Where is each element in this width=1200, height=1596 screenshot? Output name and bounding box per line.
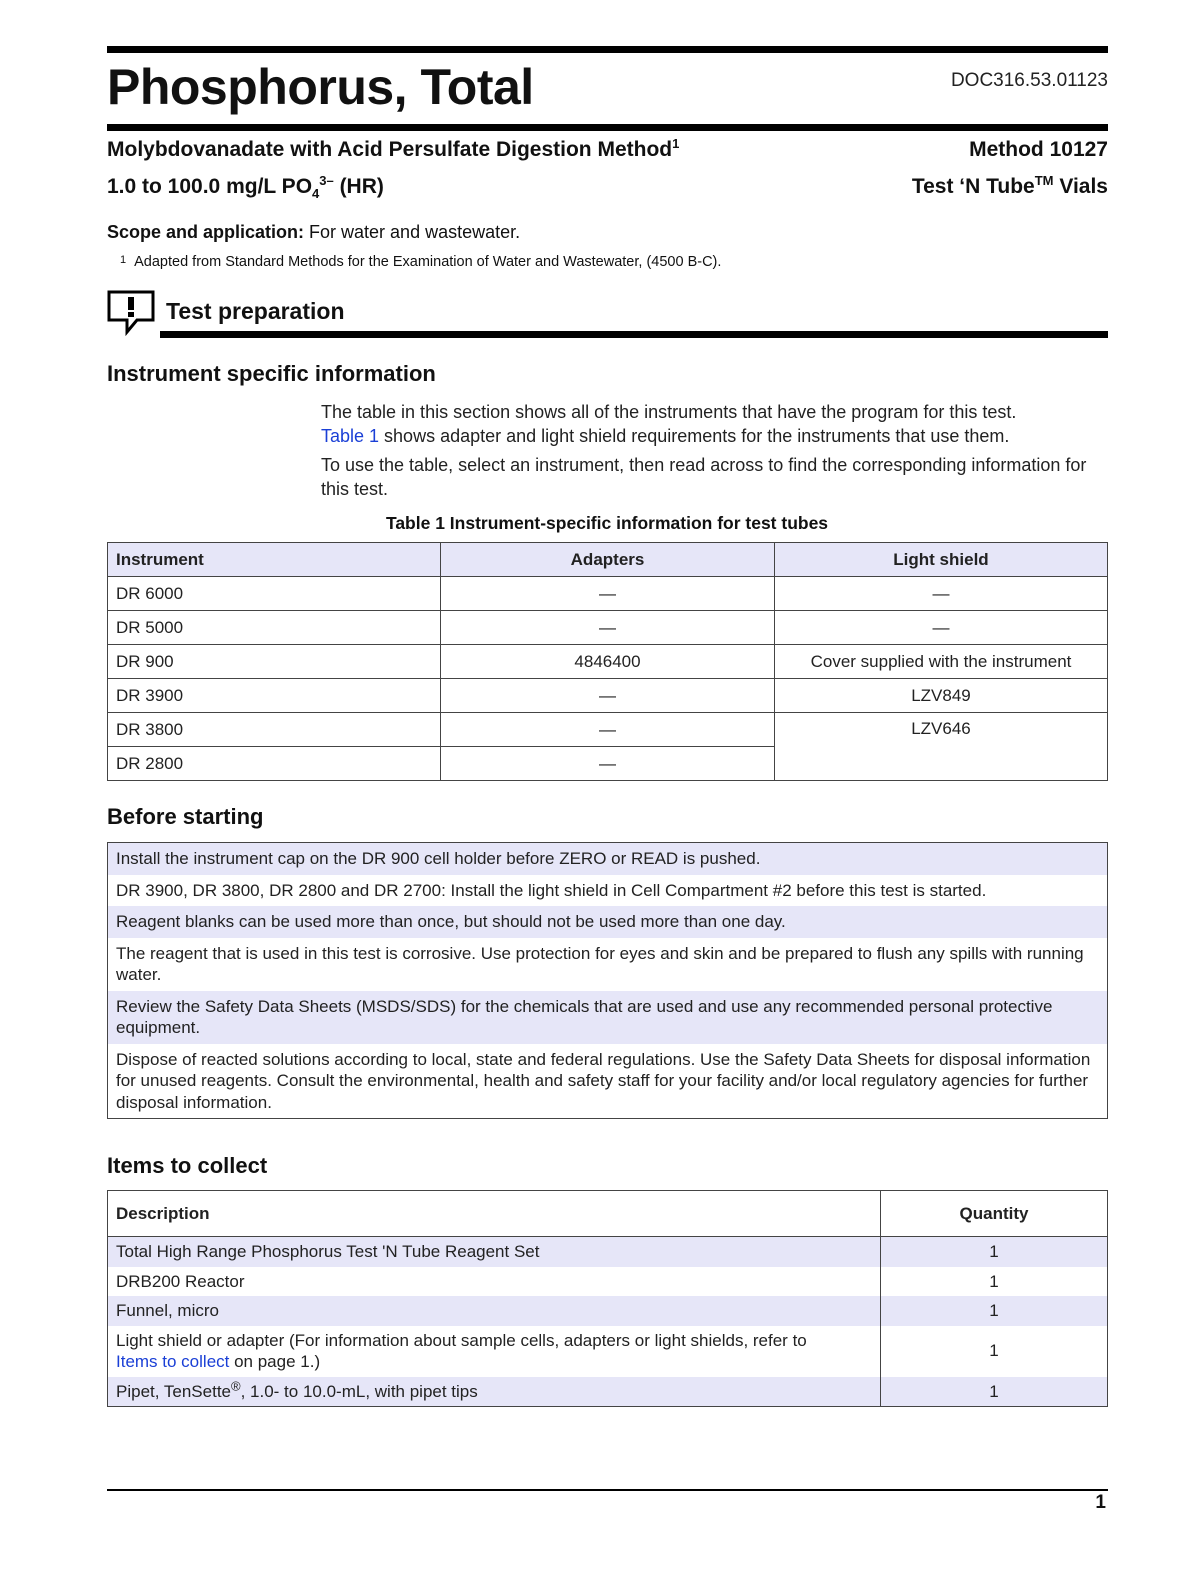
adapter-cell: —: [441, 713, 775, 747]
section-rule: [160, 331, 1108, 338]
item-description: Funnel, micro: [108, 1296, 881, 1326]
instrument-cell: DR 3800: [108, 713, 441, 747]
table-header-row: [108, 543, 1108, 577]
instrument-cell: DR 900: [108, 645, 441, 679]
table-caption: Table 1 Instrument-specific information for test tubes: [385, 513, 829, 533]
table-row: [108, 713, 1108, 747]
table-row: [108, 1237, 1108, 1267]
instrument-paragraph-2: To use the table, select an instrument, then read across to find the corresponding information for this test.: [321, 455, 1087, 499]
list-item: DR 3900, DR 3800, DR 2800 and DR 2700: Install the light shield in Cell Compartment #2 before this test is started.: [108, 875, 1108, 907]
instrument-cell: DR 2800: [108, 747, 441, 781]
item-quantity: 1: [881, 1267, 1108, 1297]
list-item: Review the Safety Data Sheets (MSDS/SDS) for the chemicals that are used and use any recommended personal protective equipment.: [108, 991, 1108, 1044]
heading-before-starting: Before starting: [107, 804, 264, 829]
column-header: Quantity: [881, 1191, 1108, 1237]
alert-note-icon: [107, 290, 155, 336]
item-quantity: 1: [881, 1377, 1108, 1407]
instrument-cell: DR 3900: [108, 679, 441, 713]
instrument-cell: DR 5000: [108, 611, 441, 645]
heading-items-to-collect: Items to collect: [107, 1153, 268, 1178]
table-row: [108, 645, 1108, 679]
table-header-row: [108, 1191, 1108, 1237]
table-row: [108, 611, 1108, 645]
item-description: Light shield or adapter (For information about sample cells, adapters or light shields, refer to Items to collect on page 1.): [108, 1326, 881, 1377]
table-row: [108, 1296, 1108, 1326]
column-header: Adapters: [441, 543, 775, 577]
scope-text: Scope and application: For water and wastewater.: [107, 222, 521, 242]
instrument-paragraph-1: The table in this section shows all of the instruments that have the program for this test. Table 1 shows adapter and light shield requirements for the instruments that use them.: [321, 402, 1017, 446]
vial-type: Test ‘N Tube™ Vials: [911, 173, 1108, 198]
heading-instrument-info: Instrument specific information: [107, 361, 436, 386]
range: 1.0 to 100.0 mg/L $PO_4^{3-}$ (HR): [107, 173, 384, 202]
table-row: [108, 1267, 1108, 1297]
list-item: Reagent blanks can be used more than once, but should not be used more than one day.: [108, 906, 1108, 938]
page-title: Phosphorus, Total: [107, 59, 534, 115]
page-number: 1: [1095, 1492, 1106, 1513]
adapter-cell: 4846400: [441, 645, 775, 679]
list-item: Dispose of reacted solutions according to local, state and federal regulations. Use the Safety Data Sheets for disposal information for unused reagents. Consult the environmental, health and safety staff for your facility and/or local regulatory agencies for further disposal information.: [108, 1044, 1108, 1119]
instrument-table: [107, 542, 1108, 781]
instrument-cell: DR 6000: [108, 577, 441, 611]
footnote-mark: 1: [672, 136, 680, 151]
table-row: [108, 1326, 1108, 1377]
column-header: Light shield: [775, 543, 1108, 577]
column-header: Description: [108, 1191, 881, 1237]
shield-cell: Cover supplied with the instrument: [775, 645, 1108, 679]
section-title-test-preparation: Test preparation: [166, 298, 345, 324]
footnote: $^1$ Adapted from Standard Methods for the Examination of Water and Wastewater, (4500 B-C).: [120, 254, 722, 270]
item-description: DRB200 Reactor: [108, 1267, 881, 1297]
adapter-cell: —: [441, 611, 775, 645]
doc-id: DOC316.53.01123: [950, 70, 1108, 91]
shield-cell: —: [775, 611, 1108, 645]
list-item: The reagent that is used in this test is corrosive. Use protection for eyes and skin and be prepared to flush any spills with running water.: [108, 938, 1108, 991]
footer-rule: [107, 1489, 1108, 1491]
item-description: Pipet, TenSette®, 1.0- to 10.0-mL, with pipet tips: [108, 1377, 881, 1407]
shield-cell: LZV646: [775, 713, 1108, 781]
table-row: [108, 1377, 1108, 1407]
table-row: [108, 679, 1108, 713]
adapter-cell: —: [441, 747, 775, 781]
table-row: [108, 577, 1108, 611]
item-quantity: 1: [881, 1296, 1108, 1326]
before-starting-table: [107, 842, 1108, 1119]
title-rule: [107, 124, 1108, 131]
adapter-cell: —: [441, 679, 775, 713]
column-header: Instrument: [108, 543, 441, 577]
shield-cell: —: [775, 577, 1108, 611]
items-table: [107, 1190, 1108, 1407]
method-number: Method 10127: [969, 138, 1108, 161]
method-name: Molybdovanadate with Acid Persulfate Digestion Method$^1$: [107, 136, 680, 161]
shield-cell: LZV849: [775, 679, 1108, 713]
adapter-cell: —: [441, 577, 775, 611]
item-description: Total High Range Phosphorus Test 'N Tube Reagent Set: [108, 1237, 881, 1267]
top-rule: [107, 46, 1108, 53]
item-quantity: 1: [881, 1326, 1108, 1377]
list-item: Install the instrument cap on the DR 900 cell holder before ZERO or READ is pushed.: [108, 843, 1108, 875]
table-1-link[interactable]: Table 1: [321, 426, 380, 446]
items-to-collect-link[interactable]: Items to collect: [116, 1352, 230, 1371]
item-quantity: 1: [881, 1237, 1108, 1267]
